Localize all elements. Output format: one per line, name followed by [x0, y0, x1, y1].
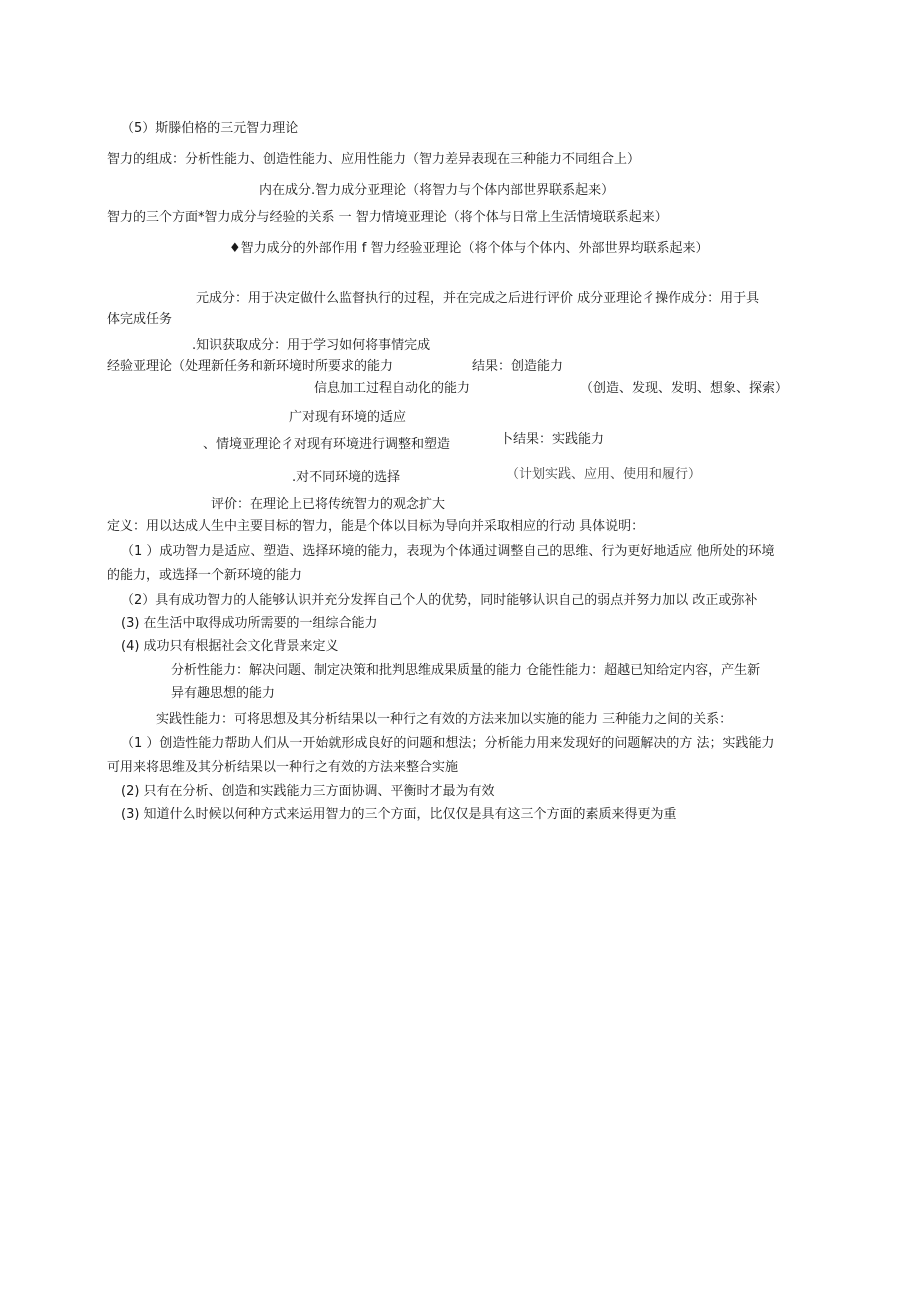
text-line: .知识获取成分：用于学习如何将事情完成 [192, 338, 431, 353]
text-line: 信息加工过程自动化的能力 [314, 381, 471, 396]
text-line: (2) 只有在分析、创造和实践能力三方面协调、平衡时才最为有效 [121, 784, 495, 799]
text-line: 智力的组成：分析性能力、创造性能力、应用性能力（智力差异表现在三种能力不同组合上） [107, 152, 641, 167]
text-line: 结果：创造能力 [472, 359, 564, 374]
text-line: （创造、发现、发明、想象、探索） [580, 381, 789, 396]
text-line: 、情境亚理论彳对现有环境进行调整和塑造 [203, 437, 451, 452]
text-line: 定义：用以达成人生中主要目标的智力，能是个体以目标为导向并采取相应的行动 具体说明： [107, 519, 645, 534]
text-line: 实践性能力：可将思想及其分析结果以一种行之有效的方法来加以实施的能力 三种能力之间的关系： [156, 712, 733, 727]
text-line: 广对现有环境的适应 [289, 410, 407, 425]
text-line: （2）具有成功智力的人能够认识并充分发挥自己个人的优势，同时能够认识自己的弱点并努力加以 改正或弥补 [121, 593, 758, 608]
text-line-clipped: （计划实践、应用、使用和履行） [506, 467, 702, 482]
text-line: （1 ）创造性能力帮助人们从一开始就形成良好的问题和想法；分析能力用来发现好的问题解决的方 法；实践能力 [121, 736, 775, 751]
text-line: 异有趣思想的能力 [171, 686, 276, 701]
text-line: (4) 成功只有根据社会文化背景来定义 [121, 639, 339, 654]
text-line: 经验亚理论（处理新任务和新环境时所要求的能力 [107, 359, 394, 374]
text-line: 可用来将思维及其分析结果以一种行之有效的方法来整合实施 [107, 760, 459, 775]
text-line: 元成分：用于决定做什么监督执行的过程，并在完成之后进行评价 成分亚理论彳操作成分：用于具 [196, 291, 760, 306]
text-line: (3) 在生活中取得成功所需要的一组综合能力 [121, 616, 378, 631]
text-line: （1 ）成功智力是适应、塑造、选择环境的能力，表现为个体通过调整自己的思维、行为更好地适应 他所处的环境 [121, 544, 775, 559]
text-line: .对不同环境的选择 [292, 470, 401, 485]
text-line: 的能力，或选择一个新环境的能力 [107, 568, 303, 583]
text-line: 体完成任务 [107, 312, 173, 327]
text-line: 卜结果：实践能力 [500, 432, 605, 447]
section-heading: （5）斯滕伯格的三元智力理论 [121, 121, 299, 136]
text-line: ♦智力成分的外部作用 f 智力经验亚理论（将个体与个体内、外部世界均联系起来） [229, 241, 709, 256]
text-line: 智力的三个方面*智力成分与经验的关系 一 智力情境亚理论（将个体与日常上生活情境联系起来） [107, 210, 668, 225]
text-line: (3) 知道什么时候以何种方式来运用智力的三个方面，比仅仅是具有这三个方面的素质来得更为重 [121, 807, 677, 822]
text-line: 分析性能力：解决问题、制定决策和批判思维成果质量的能力 仓能性能力：超越已知给定内容，产生新 [171, 663, 761, 678]
text-line: 内在成分.智力成分亚理论（将智力与个体内部世界联系起来） [259, 183, 615, 198]
text-line: 评价：在理论上已将传统智力的观念扩大 [211, 497, 446, 512]
